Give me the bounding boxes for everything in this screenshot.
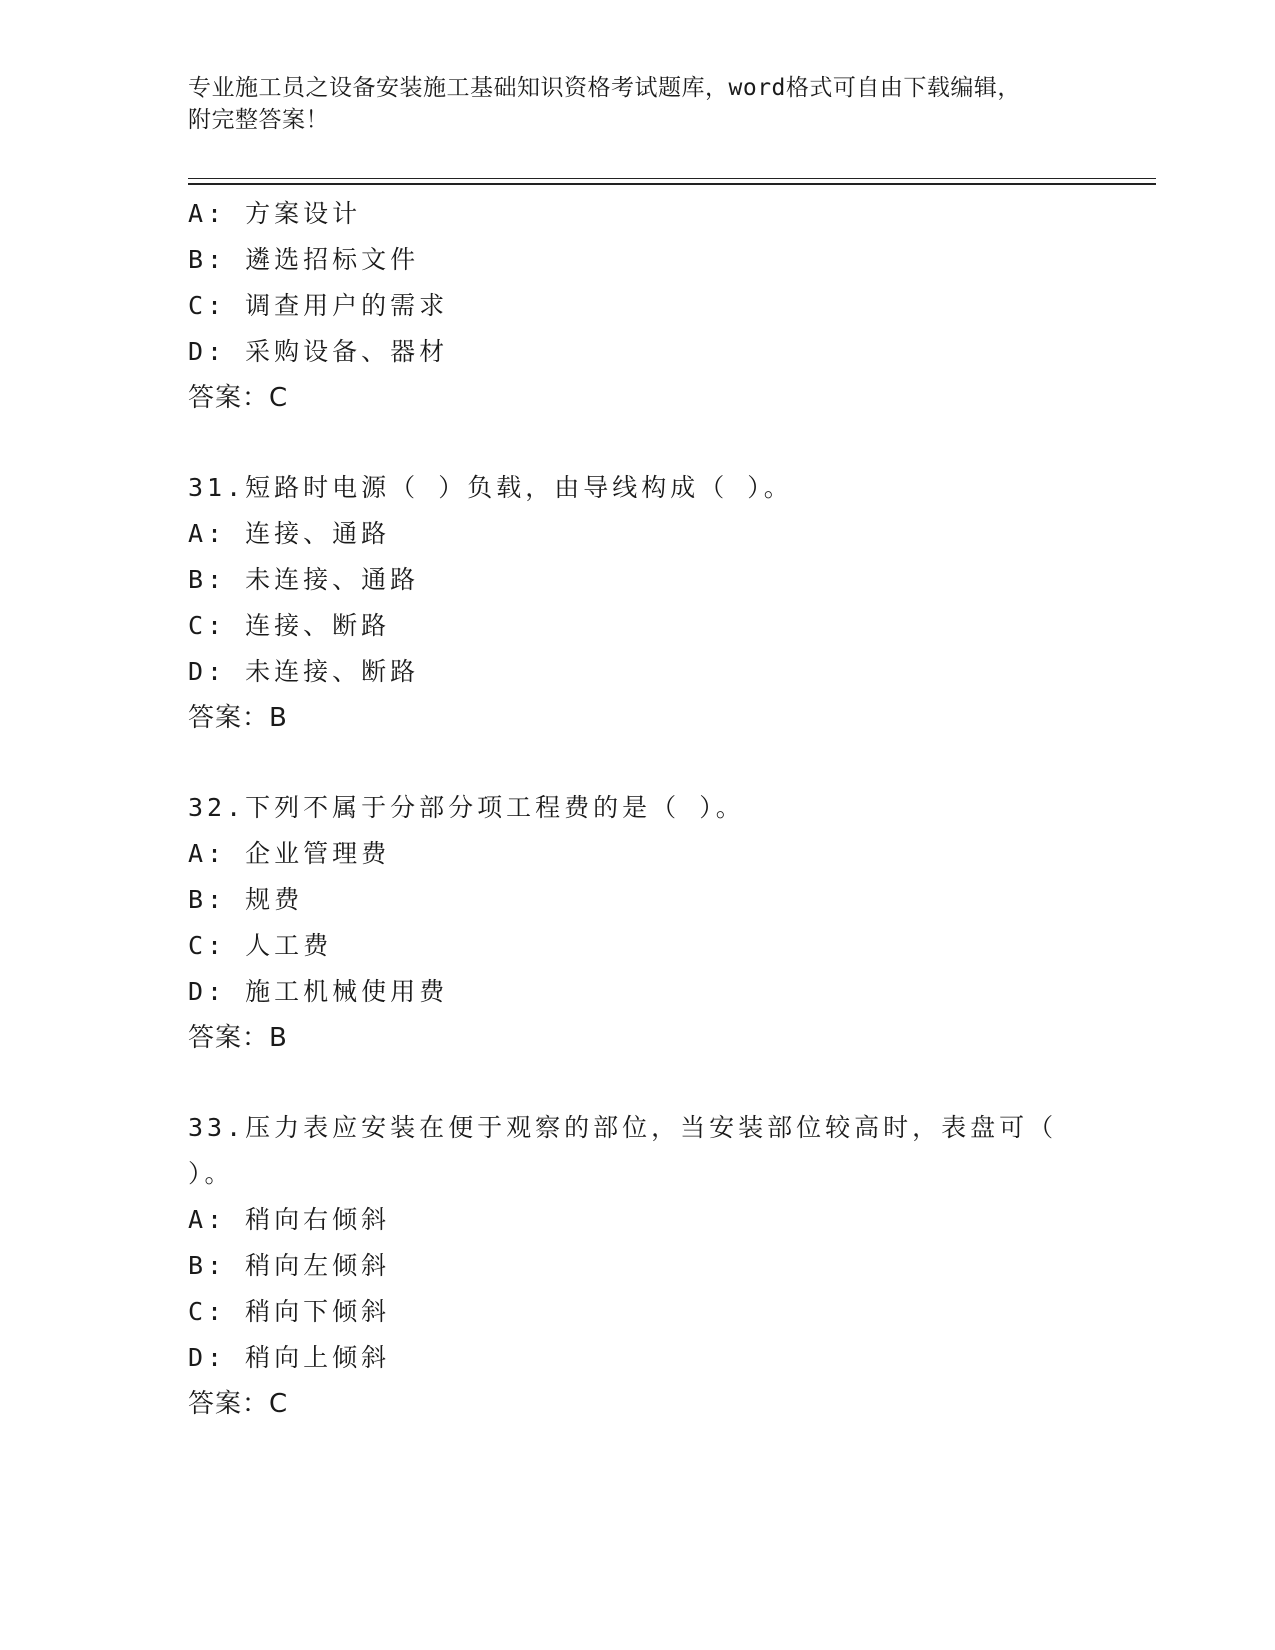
q31-option-b: B: 未连接、通路 [188,565,420,594]
question-31-block [188,465,1128,741]
q32-option-b: B: 规费 [188,885,304,914]
q30-option-c: C: 调查用户的需求 [188,291,449,320]
q30-answer: 答案：C [188,383,289,413]
q32-option-d: D: 施工机械使用费 [188,977,449,1006]
q33-option-c: C: 稍向下倾斜 [188,1297,391,1326]
q33-option-a: A: 稍向右倾斜 [188,1205,391,1234]
q30-option-d: D: 采购设备、器材 [188,337,449,366]
header-line-2: 附完整答案！ [188,107,329,133]
q31-option-a: A: 连接、通路 [188,519,391,548]
q33-answer: 答案：C [188,1389,289,1419]
q31-option-d: D: 未连接、断路 [188,657,420,686]
q33-option-d: D: 稍向上倾斜 [188,1343,391,1372]
header-line-1: 专业施工员之设备安装施工基础知识资格考试题库，word格式可自由下载编辑， [188,75,1021,101]
q32-option-a: A: 企业管理费 [188,839,391,868]
q33-question-line-2: ）。 [188,1159,234,1188]
question-33-block [188,1105,1128,1427]
spacer [188,421,1128,465]
header-rule-thick [188,183,1156,185]
q31-option-c: C: 连接、断路 [188,611,391,640]
q32-answer: 答案：B [188,1023,288,1053]
document-header [188,72,1068,136]
spacer [188,1061,1128,1105]
q32-question: 32.下列不属于分部分项工程费的是（ ）。 [188,793,745,822]
q33-question-line-1: 33.压力表应安装在便于观察的部位，当安装部位较高时，表盘可（ [188,1113,1058,1142]
question-list [188,191,1128,1427]
q31-answer: 答案：B [188,703,288,733]
q32-option-c: C: 人工费 [188,931,333,960]
question-30-block [188,191,1128,421]
q31-question: 31.短路时电源（ ）负载，由导线构成（ ）。 [188,473,793,502]
q33-option-b: B: 稍向左倾斜 [188,1251,391,1280]
q30-option-a: A: 方案设计 [188,199,362,228]
question-32-block [188,785,1128,1061]
q30-option-b: B: 遴选招标文件 [188,245,420,274]
header-rule-thin [188,178,1156,179]
spacer [188,741,1128,785]
